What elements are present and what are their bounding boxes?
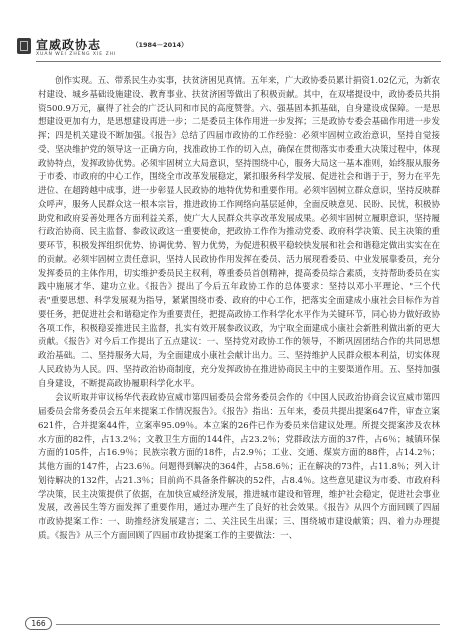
paragraph: 会议听取并审议杨华代表政协宣威市第四届委员会常务委员会作的《中国人民政治协商会议宣威市第四届委员会常务委员会五年来提案工作情况报告》。《报告》指出：五年来，委员共提出提案647件，审查立案621件，合并提案44件，立案率95.09％。本立案的26件已作为委员来信建议处理。所提交提案涉及农林水方面的82件，占13.2％；文教卫生方面的144件，占23.2％；党群政法方面的37件，占6％；城镇环保方面的105件，占16.9％；民族宗教方面的18件，占2.9％；工业、交通、煤炭方面的88件，占14.2％；其他方面的147件，占23.6％。问题得到解决的364件，占58.6％；正在解决的73件，占11.8％；列入计划待解决的132件，占21.3％；目前尚不具备条件解决的52件，占8.4％。这些意见建议为市委、市政府科学决策，民主决策提供了依据，在加快宣威经济发展，推进城市建设和管理，维护社会稳定，促进社会事业发展，改善民生等方面发挥了重要作用，通过办理产生了良好的社会效果。《报告》从四个方面回顾了四届市政协提案工作：一、助推经济发展建言；二、关注民生出谋；三、围绕城市建设献策；四、着力办理提质。《报告》从三个方面回顾了四届市政协提案工作的主要做法：一、 [38,393,440,541]
book-years: （1984－2014） [132,41,188,49]
footer-divider [56,624,440,625]
paragraph: 创作实现。五、带系民生办实事，扶贫济困见真情。五年来，广大政协委员累计捐资1.02亿元，为新农村建设、城乡基础设施建设、教育事业、扶贫济困等做出了积极贡献。其中，在双堵提设中，政协委员共捐资500.9万元，赢得了社会的广泛认同和市民的高度赞誉。六、强基固本抓基础，自身建设成保障。一是思想建设更加有力，是思想建设再进一步；二是委员主体作用进一步发挥；三是政协专委会基础作用进一步发挥；四是机关建设不断加强。《报告》总结了四届市政协的工作经验：必须牢固树立政治意识，坚持自觉接受、坚决维护党的领导这一正确方向，找准政协工作的切入点，确保在贯彻落实市委重大决策过程中，体现政协特点，发挥政协优势。必须牢固树立大局意识，坚持围绕中心，服务大局这一基本准则，始终服从服务于市委、市政府的中心工作，围绕全市改革发展稳定，紧扣服务科学发展、促进社会和谐于于，努力在平先进位、在超跨越中成事，进一步彰显人民政协的地特优势和重要作用。必须牢固树立群众意识，坚持反映群众呼声，服务人民群众这一根本宗旨，推进政协工作网络向基层延伸，全面反映意见、民盼、民忧，积极协助党和政府妥善处理各方面利益关系，使广大人民群众共享改革发展成果。必须牢固树立履职意识，坚持履行政治协商、民主监督、参政议政这一重要使命，把政协工作作为推动党委、政府科学决策、民主决策的重要环节，积极发挥组织优势、协调优势、智力优势，为促进积极平稳较快发展和社会和谐稳定做出实实在在的贡献。必须牢固树立责任意识，坚持人民政协作用发挥在委员、活力展现看委员、中业发展靠委员，充分发挥委员的主体作用，切实维护委员民主权利，尊重委员首创精神，提高委员综合素质，支持帮助委员在实践中施展才华、建功立业。《报告》提出了今后五年政协工作的总体要求：坚持以邓小平理论、"三个代表"重要思想、科学发展观为指导，紧紧围绕市委、政府的中心工作，把落实全面建成小康社会目标作为首要任务，把促进社会和谐稳定作为重要责任，把提高政协工作科学化水平作为关键环节，同心协力做好政协各项工作，积极稳妥推进民主监督，扎实有效开展参政议政，为宁取全面建成小康社会新胜利做出新的更大贡献。《报告》对今后工作提出了五点建议：一、坚持党对政协工作的领导，不断巩固团结合作的共同思想政治基础。二、坚持服务大局，为全面建成小康社会献计出力。三、坚持维护人民群众根本利益，切实体现人民政协为人民。四、坚持政治协商制度，充分发挥政协在推进协商民主中的主要渠道作用。五、坚持加强自身建设，不断提高政协履职科学化水平。 [38,76,440,389]
page-header [0,0,475,70]
book-title-pinyin: XUAN WEI ZHENG XIE ZHI [36,52,117,57]
body-text [38,75,440,544]
page-number: 166 [25,617,52,630]
logo-icon [17,38,31,54]
book-title: 宣威政协志 [36,38,102,52]
header-divider [36,61,441,62]
